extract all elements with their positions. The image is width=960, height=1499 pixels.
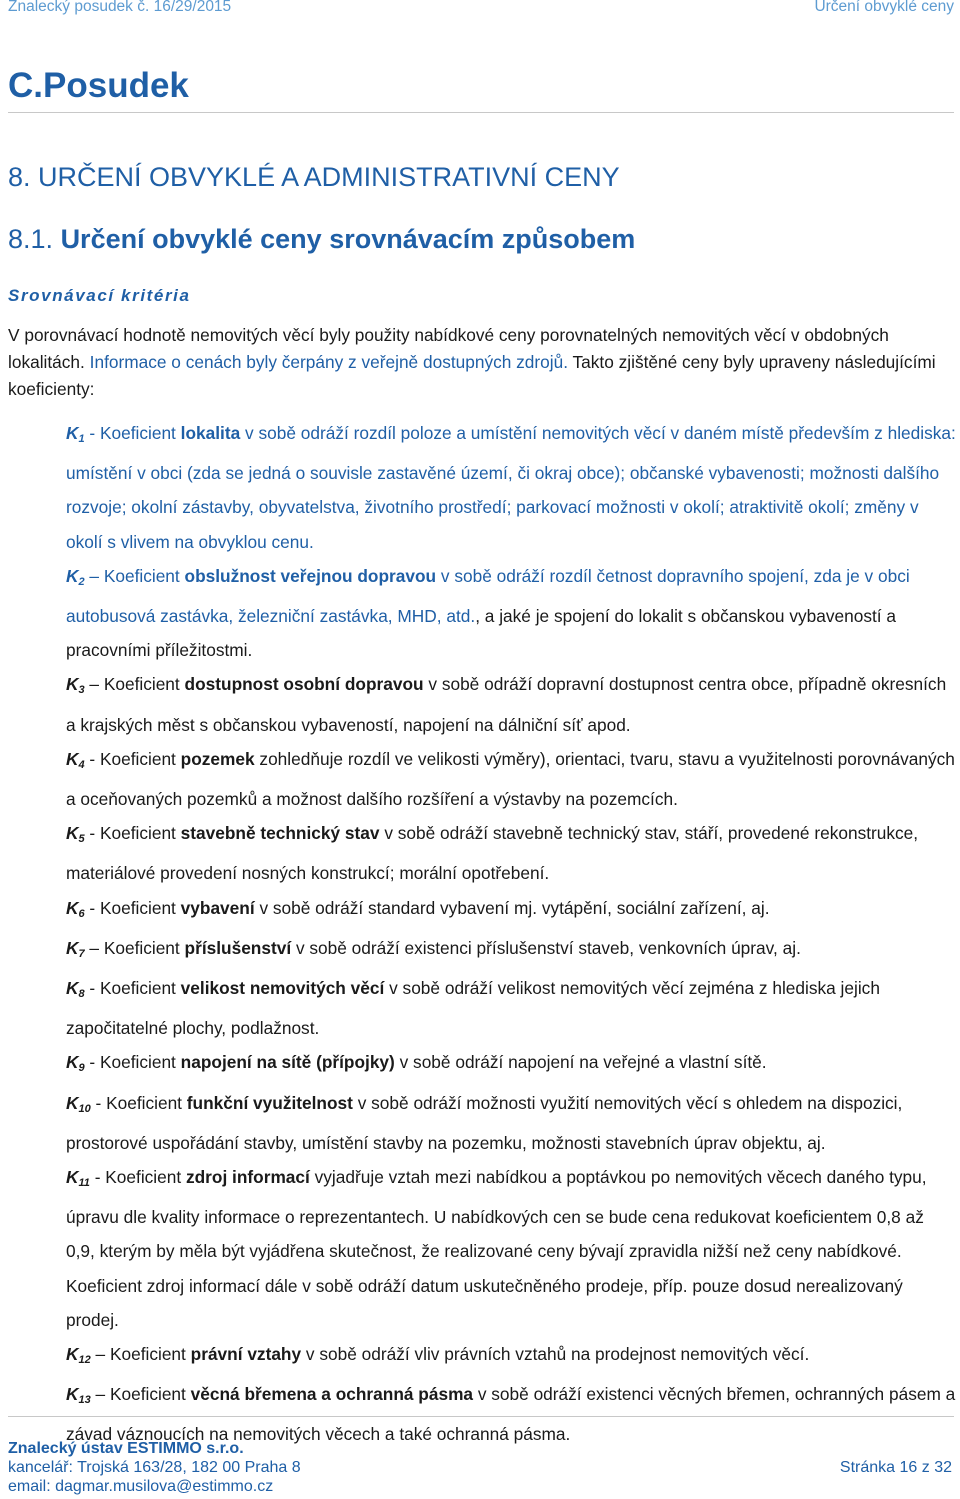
criteria-heading: Srovnávací kritéria [8,286,191,305]
coefficient-desc: zohledňuje rozdíl ve velikosti výměry), orientaci, tvaru, stavu a využitelnosti porovnávaných a oceňovaných pozemků a možnost dalšího rozšíření a výstavby na pozemcích. [66,748,955,810]
coefficient-sep: - Koeficient [90,1092,187,1113]
coefficient-sep: - Koeficient [84,748,181,769]
coefficient-desc: v sobě odráží velikost nemovitých věcí zejména z hlediska jejich započitatelné plochy, podlažnost. [66,978,880,1039]
coefficient-item-k12 [66,1337,956,1377]
coefficient-sep: - Koeficient [84,823,181,844]
subsection-text: Určení obvyklé ceny srovnávacím způsobem [60,224,636,254]
coefficient-desc: v sobě odráží stavebně technický stav, stáří, provedené rekonstrukce, materiálové provedení nosných konstrukcí; morální opotřebení. [66,823,919,884]
footer-office-address: kancelář: Trojská 163/28, 182 00 Praha 8 [8,1459,301,1476]
coefficient-sep: – Koeficient [84,674,185,695]
coefficient-name: právní vztahy [190,1344,302,1365]
intro-part-3: Takto zjištěné ceny byly upraveny následujícími koeficienty: [8,352,936,399]
coefficient-list [66,416,956,1452]
coefficient-symbol: $K_5$ [66,823,85,846]
coefficient-name: napojení na sítě (přípojky) [180,1052,395,1073]
coefficient-item-k8 [66,971,956,1045]
coefficient-name: vybavení [180,897,255,918]
coefficient-symbol: $K_1$ [66,423,85,445]
intro-part-2: Informace o cenách byly čerpány z veřejně dostupných zdrojů. [89,352,569,372]
coefficient-sep: – Koeficient [84,937,185,958]
coefficient-item-k6 [66,891,956,931]
coefficient-item-k9 [66,1045,956,1085]
coefficient-symbol: $K_9$ [66,1052,85,1075]
coefficient-name: příslušenství [184,937,292,958]
coefficient-sep: - Koeficient [84,897,181,918]
coefficient-symbol: $K_6$ [66,897,85,920]
coefficient-desc: vyjadřuje vztah mezi nabídkou a poptávkou po nemovitých věcech daného typu, úpravu dle kvality informace o reprezentantech. U nabídkových cen se bude cena redukovat koeficientem 0,8 až 0,9, kterým by měla být vyjádřena skutečnost, že realizované ceny bývají zpravidla nižší než ceny nabídkové. Koeficient zdroj informací dále v sobě odráží datum uskutečněného prodeje, příp. pouze dosud nerealizovaný prodej. [66,1167,927,1330]
coefficient-name: stavebně technický stav [180,823,380,844]
footer-company: Znalecký ústav ESTIMMO s.r.o. [8,1440,244,1457]
coefficient-desc: v sobě odráží rozdíl poloze a umístění nemovitých věcí v daném místě především z hlediska: umístění v obci (zda se jedná o souvisle zastavěné území, či okraj obce); občanské vybavenosti; možnosti dalšího rozvoje; okolní zástavby, obyvatelstva, životního prostředí; parkovací možnosti v okolí; atraktivitě okolí; změny v okolí s vlivem na obvyklou cenu. [66,423,956,552]
subsection-title [8,224,635,255]
coefficient-symbol: $K_8$ [66,978,85,1001]
intro-paragraph [8,322,954,403]
coefficient-item-k5 [66,816,956,890]
coefficient-sep: – Koeficient [90,1344,191,1365]
coefficient-item-k1 [66,416,956,559]
coefficient-name: pozemek [180,748,255,769]
footer-page-number: Stránka 16 z 32 [839,1459,952,1476]
coefficient-symbol: $K_{13}$ [66,1384,91,1407]
coefficient-item-k7 [66,931,956,971]
coefficient-item-k11 [66,1160,956,1337]
coefficient-desc: v sobě odráží standard vybavení mj. vytápění, sociální zařízení, aj. [254,897,770,918]
coefficient-desc: v sobě odráží dopravní dostupnost centra obce, případně okresních a krajských měst s občanskou vybaveností, napojení na dálniční síť apod. [66,674,947,735]
coefficient-name: věcná břemena a ochranná pásma [190,1384,474,1405]
coefficient-sep: - Koeficient [89,1167,186,1188]
header-document-number: Znalecký posudek č. 16/29/2015 [8,0,232,15]
coefficient-desc: v sobě odráží existenci věcných břemen, ochranných pásem a závad váznoucích na nemovitých věcech a také ochranná pásma. [66,1384,956,1445]
coefficient-desc: v sobě odráží napojení na veřejné a vlastní sítě. [394,1052,767,1073]
coefficient-item-k10 [66,1086,956,1160]
intro-part-1: V porovnávací hodnotě nemovitých věcí byly použity nabídkové ceny porovnatelných nemovitých věcí v obdobných lokalitách. [8,325,889,372]
coefficient-name: obslužnost veřejnou dopravou [184,565,437,586]
header-section-name: Určení obvyklé ceny [814,0,954,15]
coefficient-symbol: $K_2$ [66,565,85,588]
coefficient-item-k4 [66,742,956,816]
coefficient-sep: – Koeficient [90,1384,191,1405]
coefficient-symbol: $K_3$ [66,674,85,697]
coefficient-symbol: $K_{10}$ [66,1092,91,1115]
coefficient-desc: v sobě odráží vliv právních vztahů na prodejnost nemovitých věcí. [301,1344,810,1365]
coefficient-name: velikost nemovitých věcí [180,978,385,999]
chapter-title: C.Posudek [8,66,189,105]
coefficient-name: dostupnost osobní dopravou [184,674,424,695]
chapter-divider [8,112,954,113]
coefficient-name: zdroj informací [185,1167,310,1188]
coefficient-sep: – Koeficient [84,565,185,586]
coefficient-sep: - Koeficient [84,978,181,999]
coefficient-symbol: $K_{11}$ [66,1167,90,1190]
coefficient-symbol: $K_{12}$ [66,1344,91,1367]
footer-divider [8,1416,954,1417]
coefficient-sep: - Koeficient [84,423,181,443]
section-title: 8. URČENÍ OBVYKLÉ A ADMINISTRATIVNÍ CENY [8,162,620,192]
coefficient-item-k3 [66,667,956,741]
coefficient-symbol: $K_7$ [66,937,85,960]
coefficient-desc-extra: , a jaké je spojení do lokalit s občanskou vybaveností a pracovními příležitostmi. [66,606,896,661]
coefficient-desc: v sobě odráží existenci příslušenství staveb, venkovních úprav, aj. [291,937,801,958]
coefficient-name: lokalita [180,423,241,443]
coefficient-item-k2 [66,559,956,668]
coefficient-desc: v sobě odráží možnosti využití nemovitých věcí s ohledem na dispozici, prostorové uspořádání stavby, umístění stavby na pozemku, možnosti stavebních úprav objektu, aj. [66,1092,903,1153]
coefficient-desc: v sobě odráží rozdíl četnost dopravního spojení, zda je v obci autobusová zastávka, železniční zastávka, MHD, atd. [66,565,910,627]
coefficient-symbol: $K_4$ [66,748,85,771]
coefficient-sep: - Koeficient [84,1052,181,1073]
subsection-number: 8.1. [8,224,54,254]
footer-email: email: dagmar.musilova@estimmo.cz [8,1478,274,1495]
coefficient-name: funkční využitelnost [186,1092,353,1113]
